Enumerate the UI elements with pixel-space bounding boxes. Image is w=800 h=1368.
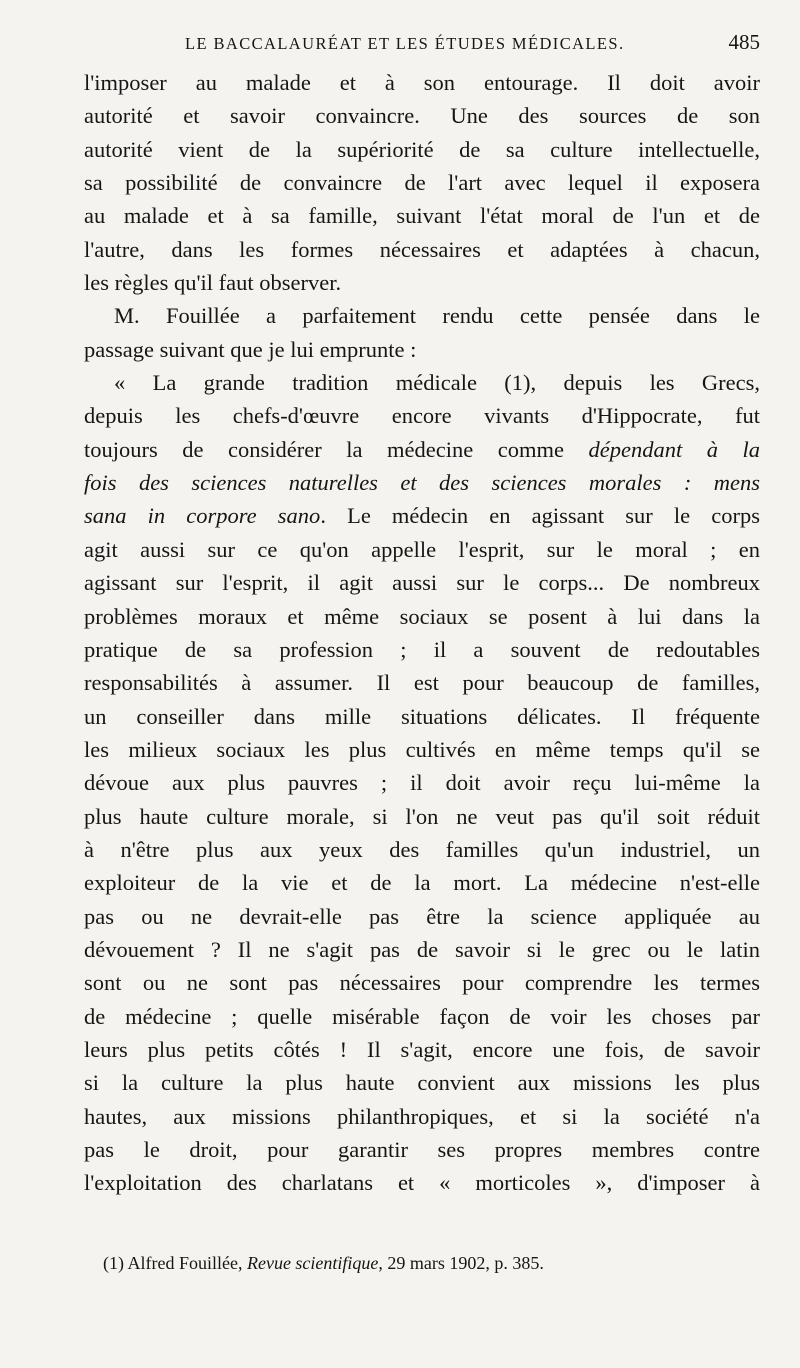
text-line <box>84 466 760 499</box>
text-line: autorité vient de la supériorité de sa culture intellectuelle, <box>84 136 760 162</box>
text-line: si la culture la plus haute convient aux missions les plus <box>84 1070 760 1096</box>
text-line: passage suivant que je lui emprunte : <box>84 336 417 362</box>
text-line: exploiteur de la vie et de la mort. La médecine n'est-elle <box>84 870 760 896</box>
footnote-source: Revue scientifique <box>246 1253 379 1273</box>
text-line: dévouement ? Il ne s'agit pas de savoir si le grec ou le latin <box>84 936 760 962</box>
text-line: sa possibilité de convaincre de l'art avec lequel il exposera <box>84 170 760 196</box>
text-line <box>84 433 760 466</box>
text-line: « La grande tradition médicale (1), depuis les Grecs, <box>114 370 760 396</box>
text-line: plus haute culture morale, si l'on ne veut pas qu'il soit réduit <box>84 803 760 829</box>
text-line: agit aussi sur ce qu'on appelle l'esprit, sur le moral ; en <box>84 536 760 562</box>
italic-span: sana in corpore sano <box>84 503 321 529</box>
text-line: de médecine ; quelle misérable façon de voir les choses par <box>84 1003 760 1029</box>
running-title: LE BACCALAURÉAT ET LES ÉTUDES MÉDICALES. <box>185 34 625 53</box>
page-number: 485 <box>728 30 760 54</box>
body-text <box>84 66 760 1200</box>
text-line: hautes, aux missions philanthropiques, et si la société n'a <box>84 1103 760 1129</box>
footnote <box>103 1253 743 1274</box>
text-line: pas le droit, pour garantir ses propres membres contre <box>84 1137 760 1162</box>
text-line: au malade et à sa famille, suivant l'état moral de l'un et de <box>84 203 760 229</box>
text-line: agissant sur l'esprit, il agit aussi sur le corps... De nombreux <box>84 570 760 596</box>
page-header <box>85 30 760 60</box>
footnote-marker: (1) Alfred Fouillée, <box>103 1253 247 1273</box>
text-line: sont ou ne sont pas nécessaires pour comprendre les termes <box>84 970 760 996</box>
text-line: un conseiller dans mille situations délicates. Il fréquente <box>84 703 760 729</box>
text-span: . Le médecin en agissant sur le corps <box>320 503 760 529</box>
text-span: toujours de considérer la médecine comme <box>84 436 589 462</box>
text-line: l'imposer au malade et à son entourage. Il doit avoir <box>84 70 760 95</box>
text-line: les milieux sociaux les plus cultivés en même temps qu'il se <box>84 736 760 762</box>
text-line: depuis les chefs-d'œuvre encore vivants d'Hippocrate, fut <box>84 403 760 429</box>
text-line: dévoue aux plus pauvres ; il doit avoir reçu lui-même la <box>84 770 760 796</box>
text-line: M. Fouillée a parfaitement rendu cette pensée dans le <box>114 303 760 329</box>
text-line: pratique de sa profession ; il a souvent de redoutables <box>84 636 760 662</box>
text-line: responsabilités à assumer. Il est pour beaucoup de familles, <box>84 670 760 696</box>
italic-span: dépendant à la <box>588 436 760 462</box>
text-line: problèmes moraux et même sociaux se posent à lui dans la <box>84 603 760 629</box>
text-line: pas ou ne devrait-elle pas être la science appliquée au <box>84 903 760 929</box>
text-line <box>84 499 760 532</box>
text-line: autorité et savoir convaincre. Une des sources de son <box>84 103 760 129</box>
text-line: leurs plus petits côtés ! Il s'agit, encore une fois, de savoir <box>84 1036 760 1062</box>
text-line: à n'être plus aux yeux des familles qu'un industriel, un <box>84 836 760 862</box>
text-line: l'autre, dans les formes nécessaires et adaptées à chacun, <box>84 236 760 262</box>
text-line: l'exploitation des charlatans et « morticoles », d'imposer à <box>84 1170 760 1196</box>
footnote-details: , 29 mars 1902, p. 385. <box>378 1253 544 1273</box>
text-line: les règles qu'il faut observer. <box>84 270 342 296</box>
italic-span: fois des sciences naturelles et des sciences morales : mens <box>84 470 760 496</box>
